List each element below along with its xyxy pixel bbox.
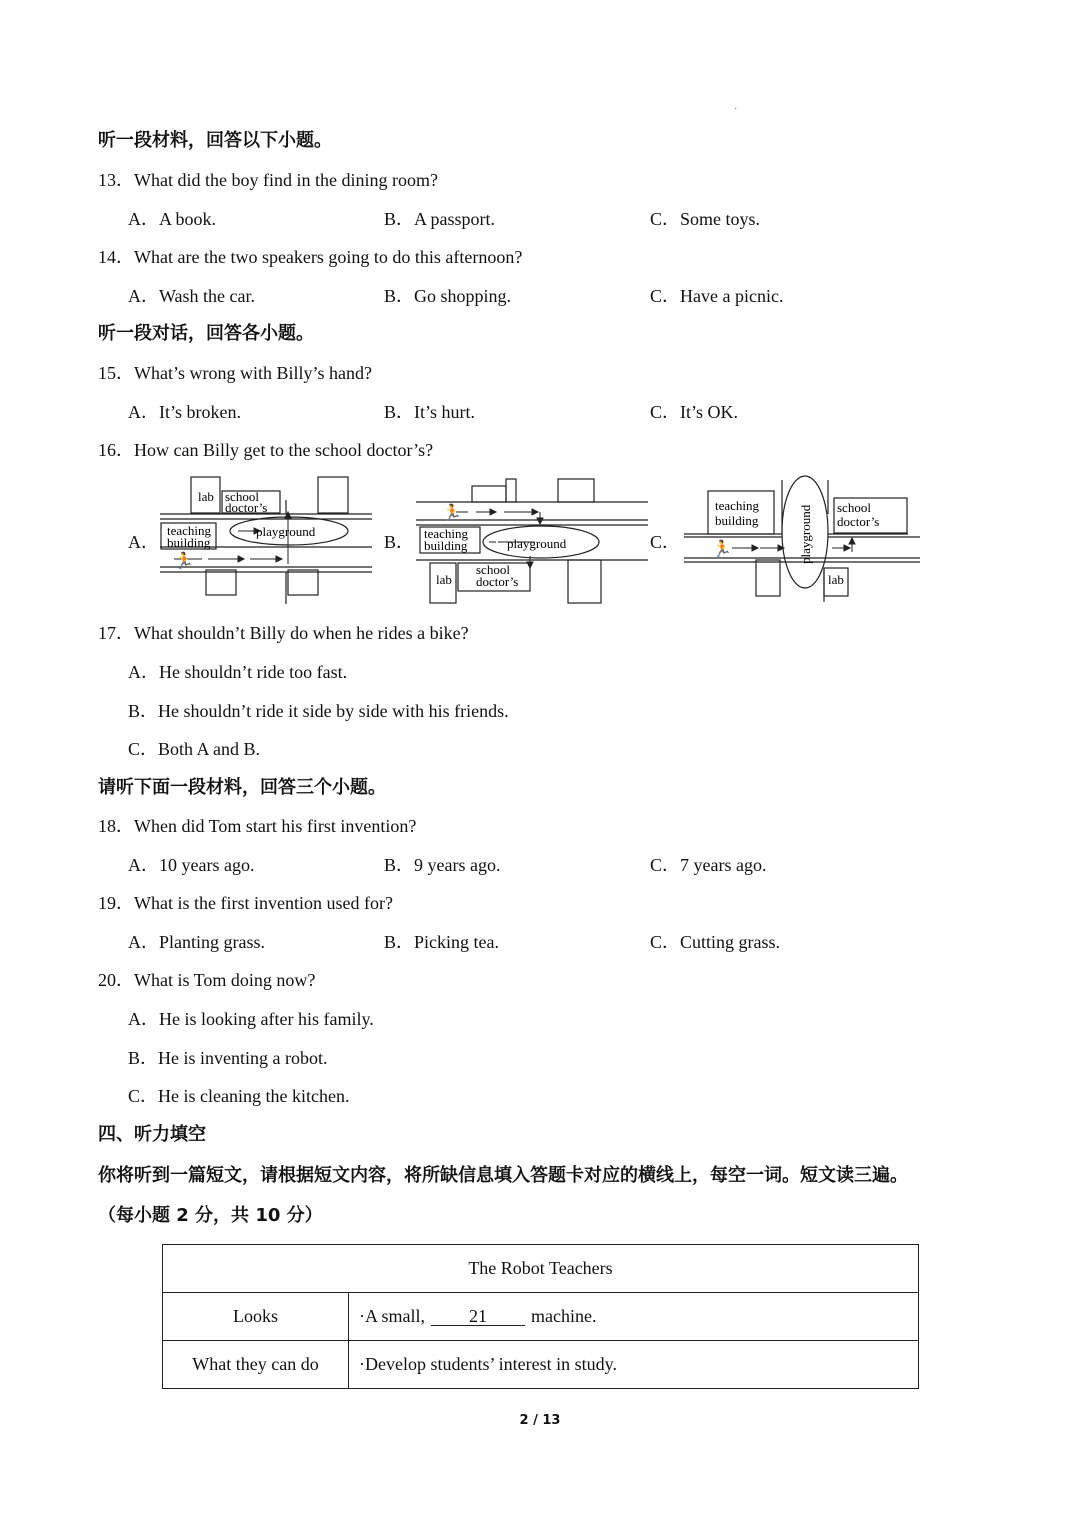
map-b-school: school	[476, 562, 510, 577]
robot-teachers-table	[162, 1244, 919, 1389]
map-b-building: building	[424, 538, 468, 553]
option-16-a: A．	[128, 532, 159, 552]
option-20-a: A．He is looking after his family.	[128, 1009, 374, 1029]
option-19-b: B．Picking tea.	[384, 932, 499, 952]
table-row	[163, 1341, 919, 1389]
map-c-building: building	[715, 513, 759, 528]
option-17-c: C．Both A and B.	[128, 739, 261, 759]
option-18-c: C．7 years ago.	[650, 855, 767, 875]
map-c	[682, 474, 924, 606]
question-20-stem: 20．What is Tom doing now?	[98, 970, 316, 990]
option-14-c: C．Have a picnic.	[650, 286, 784, 306]
map-a-playground: playground	[256, 524, 316, 539]
map-b	[414, 476, 654, 606]
option-19-a: A．Planting grass.	[128, 932, 265, 952]
question-14-stem: 14．What are the two speakers going to do this afternoon?	[98, 247, 523, 267]
looks-text-post: machine.	[531, 1306, 597, 1326]
answer-blank-21: 21	[431, 1307, 525, 1326]
question-18-stem: 18．When did Tom start his first invention?	[98, 816, 417, 836]
row-value-looks	[349, 1293, 919, 1341]
map-b-doctors: doctor’s	[476, 574, 519, 589]
section-instructions: 你将听到一篇短文，请根据短文内容，将所缺信息填入答题卡对应的横线上，每空一词。短文读三遍。	[98, 1165, 908, 1186]
option-17-a: A．He shouldn’t ride too fast.	[128, 662, 348, 682]
row-label-abilities: What they can do	[163, 1341, 349, 1389]
option-17-b: B．He shouldn’t ride it side by side with his friends.	[128, 701, 509, 721]
page-number: 2 / 13	[519, 1413, 561, 1428]
question-15-stem: 15．What’s wrong with Billy’s hand?	[98, 363, 372, 383]
map-a-teaching: teaching	[167, 523, 212, 538]
option-13-a: A．A book.	[128, 209, 217, 229]
option-15-b: B．It’s hurt.	[384, 402, 476, 422]
option-16-c: C．	[650, 532, 681, 552]
map-a-building: building	[167, 535, 211, 550]
question-13-stem: 13．What did the boy find in the dining room?	[98, 170, 438, 190]
question-17-stem: 17．What shouldn’t Billy do when he rides a bike?	[98, 623, 469, 643]
map-c-lab: lab	[828, 572, 844, 587]
map-a	[158, 474, 376, 606]
speck-mark: ·	[734, 104, 738, 115]
section-heading: 请听下面一段材料，回答三个小题。	[98, 777, 386, 798]
runner-icon: 🏃	[712, 541, 732, 558]
option-13-c: C．Some toys.	[650, 209, 761, 229]
question-16-stem: 16．How can Billy get to the school doctor’s?	[98, 440, 434, 460]
map-b-lab: lab	[436, 572, 452, 587]
map-c-playground: playground	[798, 504, 813, 564]
map-a-school: school	[225, 489, 259, 504]
section-title: 四、听力填空	[98, 1124, 206, 1145]
map-a-lab: lab	[198, 489, 214, 504]
option-20-b: B．He is inventing a robot.	[128, 1048, 328, 1068]
option-15-c: C．It’s OK.	[650, 402, 739, 422]
map-b-playground: playground	[507, 536, 567, 551]
option-18-b: B．9 years ago.	[384, 855, 501, 875]
row-label-looks: Looks	[163, 1293, 349, 1341]
option-16-b: B．	[384, 532, 415, 552]
runner-icon: 🏃	[174, 553, 194, 570]
section-heading: 听一段对话，回答各小题。	[98, 323, 314, 344]
table-title: The Robot Teachers	[163, 1245, 919, 1293]
section-score: （每小题 2 分，共 10 分）	[98, 1205, 323, 1226]
map-c-teaching: teaching	[715, 498, 760, 513]
option-20-c: C．He is cleaning the kitchen.	[128, 1086, 350, 1106]
map-c-school: school	[837, 500, 871, 515]
option-13-b: B．A passport.	[384, 209, 496, 229]
table-row	[163, 1245, 919, 1293]
table-row	[163, 1293, 919, 1341]
question-19-stem: 19．What is the first invention used for?	[98, 893, 393, 913]
option-14-b: B．Go shopping.	[384, 286, 512, 306]
looks-text-pre: ·A small,	[359, 1306, 425, 1326]
row-value-abilities: ·Develop students’ interest in study.	[349, 1341, 919, 1389]
map-c-doctors: doctor’s	[837, 514, 880, 529]
runner-icon: 🏃	[442, 505, 462, 522]
map-a-doctors: doctor’s	[225, 500, 268, 515]
map-b-teaching: teaching	[424, 526, 469, 541]
section-heading: 听一段材料，回答以下小题。	[98, 130, 332, 151]
option-18-a: A．10 years ago.	[128, 855, 255, 875]
option-15-a: A．It’s broken.	[128, 402, 241, 422]
option-19-c: C．Cutting grass.	[650, 932, 781, 952]
option-14-a: A．Wash the car.	[128, 286, 256, 306]
